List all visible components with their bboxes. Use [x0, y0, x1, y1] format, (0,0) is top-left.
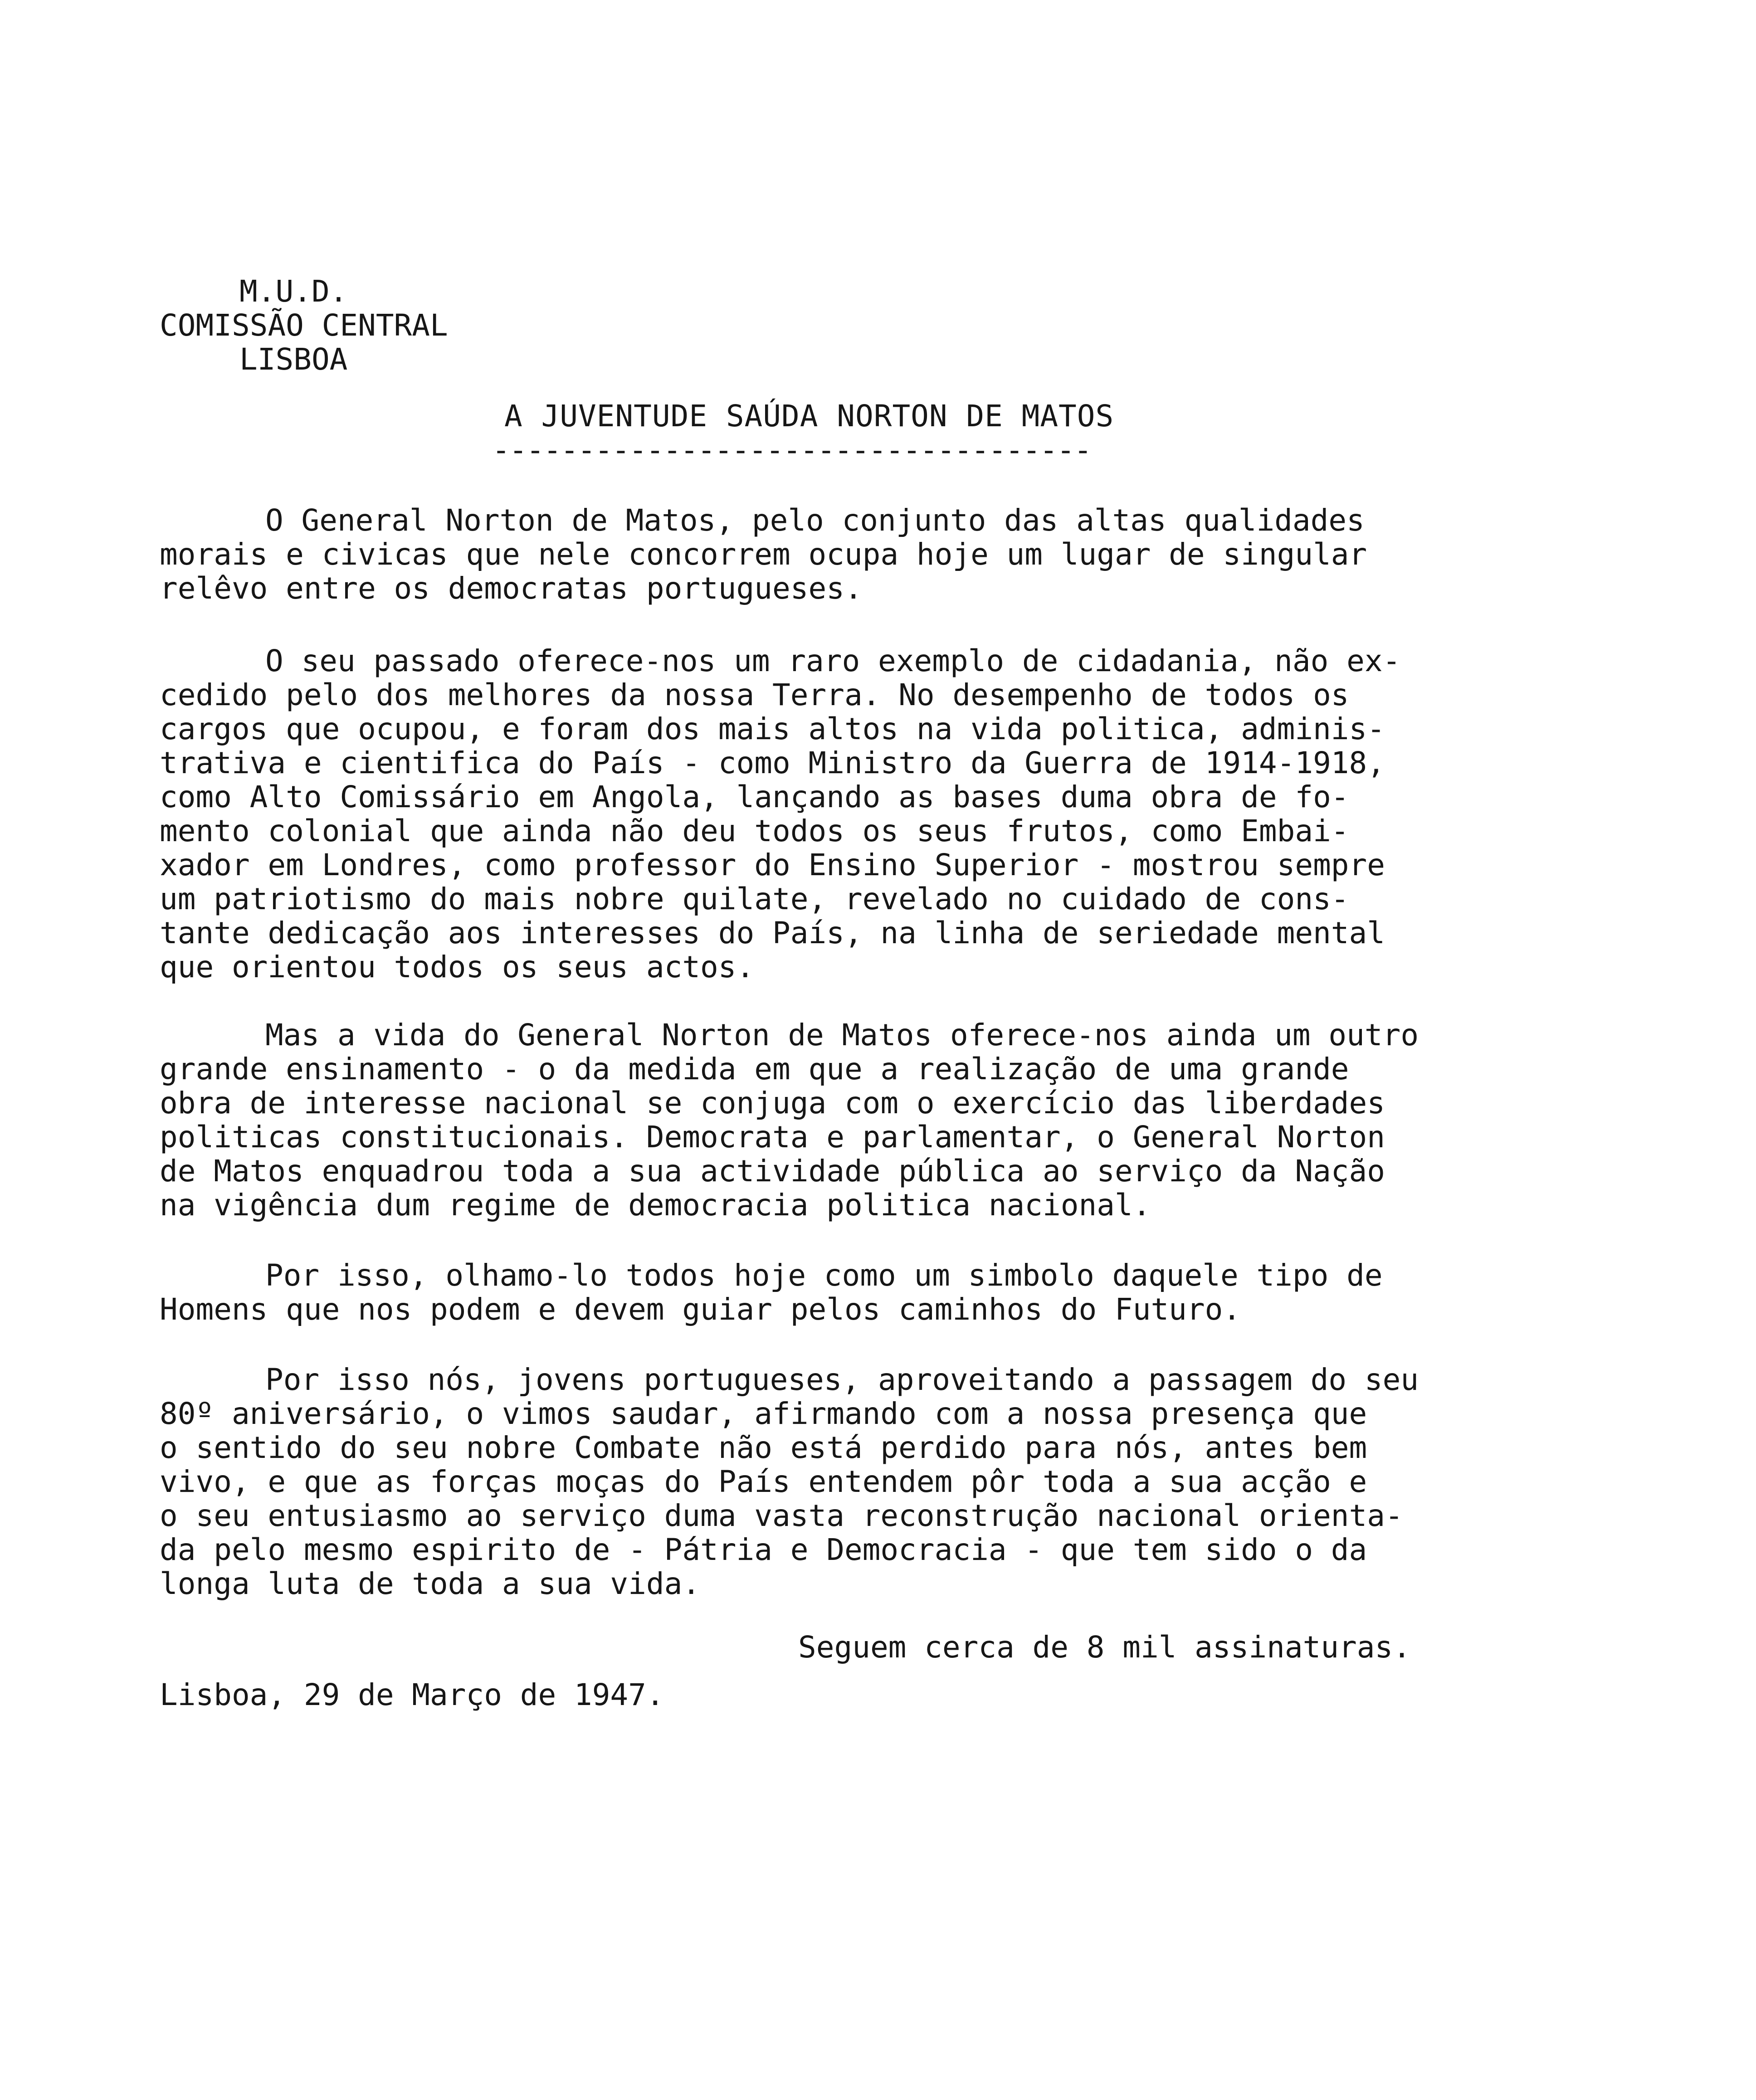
document-date: Lisboa, 29 de Março de 1947. — [160, 1677, 664, 1712]
header-org: M.U.D. — [239, 274, 348, 309]
paragraph-line: morais e civicas que nele concorrem ocupa hoje um lugar de singular — [160, 537, 1367, 572]
paragraph-line: que orientou todos os seus actos. — [160, 950, 755, 984]
paragraph-line: O General Norton de Matos, pelo conjunto das altas qualidades — [265, 503, 1365, 538]
document-title: A JUVENTUDE SAÚDA NORTON DE MATOS — [504, 399, 1114, 434]
paragraph-line: da pelo mesmo espirito de - Pátria e Democracia - que tem sido o da — [160, 1532, 1367, 1567]
paragraph-line: cargos que ocupou, e foram dos mais altos na vida politica, adminis- — [160, 711, 1385, 746]
paragraph-line: o seu entusiasmo ao serviço duma vasta reconstrução nacional orienta- — [160, 1498, 1403, 1533]
paragraph-line: como Alto Comissário em Angola, lançando as bases duma obra de fo- — [160, 780, 1349, 814]
paragraph-line: um patriotismo do mais nobre quilate, revelado no cuidado de cons- — [160, 882, 1349, 916]
paragraph-line: politicas constitucionais. Democrata e parlamentar, o General Norton — [160, 1120, 1385, 1155]
paragraph-line: Por isso nós, jovens portugueses, aproveitando a passagem do seu — [265, 1362, 1419, 1397]
paragraph-line: de Matos enquadrou toda a sua actividade pública ao serviço da Nação — [160, 1154, 1385, 1189]
paragraph-line: longa luta de toda a sua vida. — [160, 1566, 701, 1601]
closing-signatures-note: Seguem cerca de 8 mil assinaturas. — [798, 1630, 1411, 1665]
paragraph-line: tante dedicação aos interesses do País, na linha de seriedade mental — [160, 916, 1385, 950]
paragraph-line: cedido pelo dos melhores da nossa Terra. No desempenho de todos os — [160, 677, 1349, 712]
paragraph-line: Mas a vida do General Norton de Matos oferece-nos ainda um outro — [265, 1018, 1419, 1052]
paragraph-line: Por isso, olhamo-lo todos hoje como um simbolo daquele tipo de — [265, 1258, 1383, 1293]
paragraph-line: o sentido do seu nobre Combate não está perdido para nós, antes bem — [160, 1430, 1367, 1465]
paragraph-line: grande ensinamento - o da medida em que a realização de uma grande — [160, 1052, 1349, 1087]
title-underline: ----------------------------------- — [492, 433, 1091, 468]
paragraph-line: obra de interesse nacional se conjuga com o exercício das liberdades — [160, 1086, 1385, 1121]
paragraph-line: relêvo entre os democratas portugueses. — [160, 571, 863, 606]
header-committee: COMISSÃO CENTRAL — [160, 308, 448, 343]
paragraph-line: na vigência dum regime de democracia politica nacional. — [160, 1188, 1151, 1223]
paragraph-line: xador em Londres, como professor do Ensino Superior - mostrou sempre — [160, 848, 1385, 882]
header-city: LISBOA — [239, 342, 348, 377]
paragraph-line: Homens que nos podem e devem guiar pelos caminhos do Futuro. — [160, 1292, 1241, 1327]
paragraph-line: vivo, e que as forças moças do País entendem pôr toda a sua acção e — [160, 1464, 1367, 1499]
paragraph-line: mento colonial que ainda não deu todos os seus frutos, como Embai- — [160, 814, 1349, 848]
paragraph-line: 80º aniversário, o vimos saudar, afirmando com a nossa presença que — [160, 1396, 1367, 1431]
paragraph-line: trativa e cientifica do País - como Ministro da Guerra de 1914-1918, — [160, 745, 1385, 780]
paragraph-line: O seu passado oferece-nos um raro exemplo de cidadania, não ex- — [265, 643, 1401, 678]
